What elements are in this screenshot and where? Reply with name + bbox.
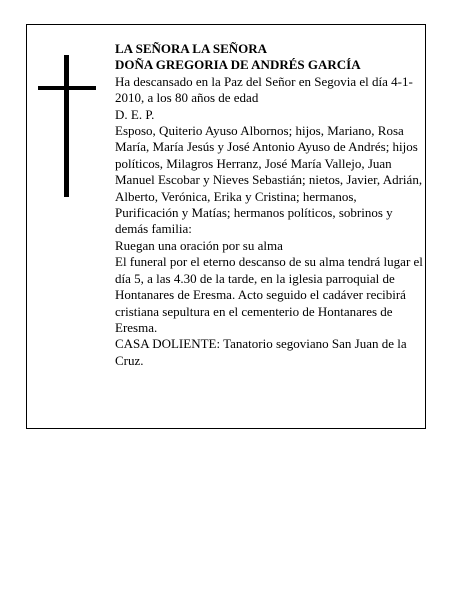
death-announcement: Ha descansado en la Paz del Señor en Segovia el día 4-1-2010, a los 80 años de edad (115, 73, 413, 106)
cross-horizontal-bar (38, 86, 96, 90)
obituary-notice (26, 24, 426, 429)
title-line: LA SEÑORA LA SEÑORA (115, 41, 268, 56)
casa-doliente: CASA DOLIENTE: Tanatorio segoviano San Juan de la Cruz. (115, 336, 407, 368)
obituary-text (115, 41, 423, 369)
prayer-request: Ruegan una oración por su alma (115, 237, 283, 253)
deceased-name: DOÑA GREGORIA DE ANDRÉS GARCÍA (115, 57, 361, 73)
cross-vertical-bar (64, 55, 69, 197)
funeral-details: El funeral por el eterno descanso de su alma tendrá lugar el día 5, a las 4.30 de la tarde, en la iglesia parroquial de Hontanares de Eresma. Acto seguido el cadáver recibirá cristiana sepultura en el cementerio de Hontanares de Eresma. (115, 254, 423, 335)
dep-line: D. E. P. (115, 106, 155, 122)
family-list: Esposo, Quiterio Ayuso Albornos; hijos, Mariano, Rosa María, María Jesús y José Antonio Ayuso de Andrés; hijos políticos, Milagros Herranz, José María Vallejo, Juan Manuel Escobar y Nieves Sebastián; nietos, Javier, Adrián, Alberto, Verónica, Erika y Cristina; hermanos, Purificación y Matías; hermanos políticos, sobrinos y demás familia: (115, 123, 423, 237)
